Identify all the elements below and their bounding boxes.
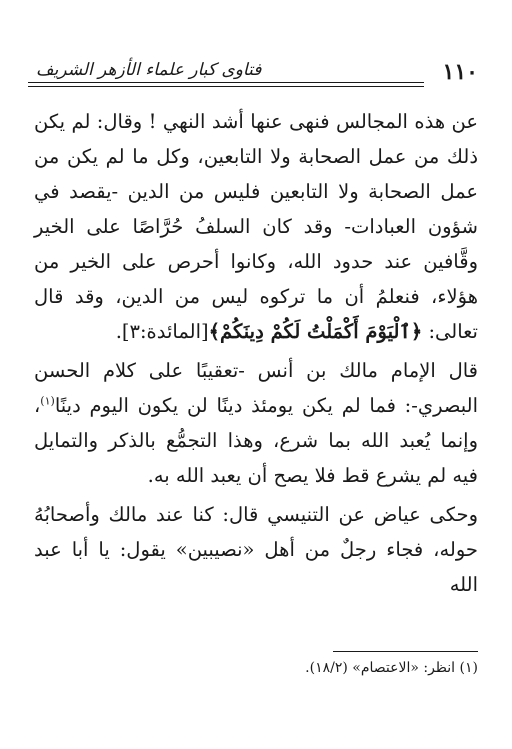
header-rule — [28, 82, 424, 83]
header-rule-thin — [28, 86, 424, 87]
paragraph-1 — [34, 104, 478, 349]
paragraph-3-text: وحكى عياض عن التنيسي قال: كنا عند مالك وأصحابُهُ حوله، فجاء رجلٌ من أهل «نصيبين» يقول: يا أبا عبد الله — [34, 503, 478, 596]
page-number: ١١٠ — [442, 59, 478, 85]
verse-reference: [المائدة:٣]. — [115, 320, 209, 343]
page-header — [28, 58, 484, 88]
footnote-marker[interactable]: (١) — [40, 394, 55, 408]
paragraph-1-text: عن هذه المجالس فنهى عنها أشد النهي ! وقال: لم يكن ذلك من عمل الصحابة ولا التابعين، وكل ما لم يكن من عمل الصحابة ولا التابعين فليس من الدين -يقصد في شؤون العبادات- وقد كان السلفُ حُرَّاصًا على الخير وقَّافين عند حدود الله، وكانوا أحرص على الخير من هؤلاء، فنعلمُ أن ما تركوه ليس من الدين، وقد قال تعالى: — [34, 110, 478, 343]
paragraph-2-rest: ، وإنما يُعبد الله بما شرع، وهذا التجمُّع بالذكر والتمايل فيه لم يشرع قط فلا يصح أن يعبد الله به. — [34, 394, 478, 487]
body-text — [34, 104, 478, 602]
quran-verse: ﴿ٱلْيَوْمَ أَكْمَلْتُ لَكُمْ دِينَكُمْ﴾ — [208, 320, 423, 343]
paragraph-2 — [34, 353, 478, 493]
paragraph-2-text: قال الإمام مالك بن أنس -تعقيبًا على كلام الحسن البصري-: فما لم يكن يومئذ دينًا لن يكون اليوم دينًا — [34, 359, 478, 417]
running-title: فتاوى كبار علماء الأزهر الشريف — [36, 60, 262, 80]
footnote: (١) انظر: «الاعتصام» (١٨/٢). — [305, 660, 478, 676]
paragraph-3 — [34, 497, 478, 602]
footnote-rule — [333, 651, 478, 652]
